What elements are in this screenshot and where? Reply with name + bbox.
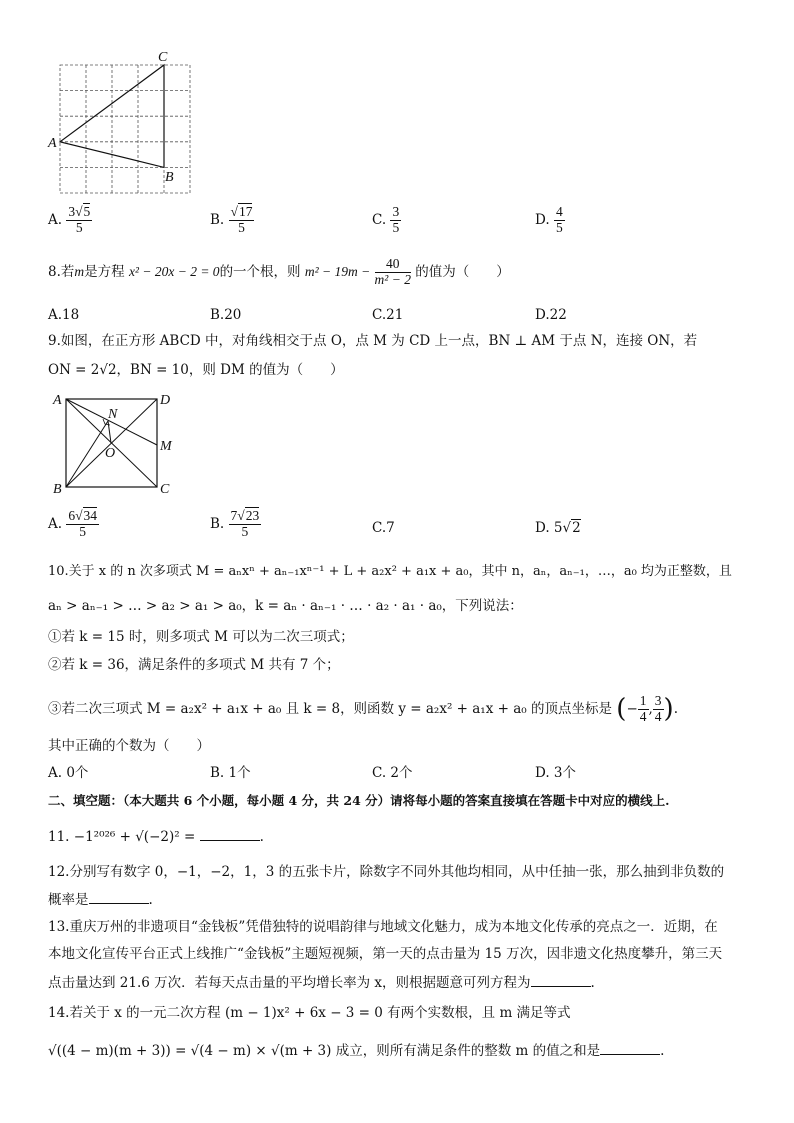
q9-option-a[interactable]: A. $\frac{6√34}{5}$ bbox=[48, 508, 98, 539]
q10-option-b[interactable]: B. 1个 bbox=[210, 765, 251, 781]
answer-blank[interactable] bbox=[531, 974, 591, 987]
q9-option-c[interactable]: C.7 bbox=[372, 520, 395, 536]
label-b: B bbox=[53, 482, 62, 497]
fraction: $\frac{3√5}{5}$ bbox=[68, 204, 91, 235]
q10-statement-1: ①若 k = 15 时，则多项式 M 可以为二次三项式； bbox=[48, 629, 354, 645]
q8-option-c[interactable]: C.21 bbox=[372, 307, 404, 323]
q10-question: 其中正确的个数为（ ） bbox=[48, 738, 210, 754]
q10-statement-2: ②若 k = 36，满足条件的多项式 M 共有 7 个； bbox=[48, 657, 340, 673]
label-c: C bbox=[160, 482, 170, 497]
fraction: $\frac{3}{5}$ bbox=[392, 204, 400, 235]
fraction: $\frac{7√23}{5}$ bbox=[230, 508, 260, 539]
fraction: $\frac{3}{4}$ bbox=[654, 693, 662, 725]
label-d: D bbox=[160, 393, 171, 408]
q9-stem-line2: ON = 2√2，BN = 10，则 DM 的值为（ ） bbox=[48, 362, 344, 378]
q13-stem-line1: 13.重庆万州的非遗项目“金钱板”凭借独特的说唱韵律与地域文化魅力，成为本地文化传承的亮点之一．近期，在 bbox=[48, 919, 718, 935]
triangle-grid-figure bbox=[40, 45, 200, 195]
q8-option-a[interactable]: A.18 bbox=[48, 307, 80, 323]
option-label: C. bbox=[372, 211, 387, 228]
answer-blank[interactable] bbox=[200, 828, 260, 841]
q10-stem-line2: aₙ > aₙ₋₁ > … > a₂ > a₁ > a₀，k = aₙ · aₙ₋₁ · … · a₂ · a₁ · a₀，下列说法： bbox=[48, 598, 523, 614]
q10-option-c[interactable]: C. 2个 bbox=[372, 765, 413, 781]
q8-option-b[interactable]: B.20 bbox=[210, 307, 242, 323]
q14-stem-line1: 14.若关于 x 的一元二次方程 (m − 1)x² + 6x − 3 = 0 有两个实数根，且 m 满足等式 bbox=[48, 1005, 571, 1021]
q7-option-d[interactable] bbox=[535, 205, 565, 236]
label-a: A bbox=[53, 393, 62, 408]
fraction: $\frac{4}{5}$ bbox=[555, 204, 563, 235]
fraction: $\frac{6√34}{5}$ bbox=[68, 508, 98, 539]
q11-stem: 11. −1²⁰²⁶ + √(−2)² = . bbox=[48, 829, 264, 845]
q9-option-b[interactable]: B. $\frac{7√23}{5}$ bbox=[210, 508, 260, 539]
fraction: $\frac{√17}{5}$ bbox=[230, 204, 253, 235]
square-figure bbox=[50, 390, 180, 500]
label-c: C bbox=[158, 50, 168, 65]
q9-stem-line1: 9.如图，在正方形 ABCD 中，对角线相交于点 O，点 M 为 CD 上一点，BN ⊥ AM 于点 N，连接 ON，若 bbox=[48, 333, 698, 349]
label-b: B bbox=[165, 170, 174, 185]
fraction: $\frac{40}{\text{m² − 2}}$ bbox=[374, 256, 411, 287]
q10-option-a[interactable]: A. 0个 bbox=[48, 765, 89, 781]
label-m: M bbox=[160, 439, 172, 454]
q14-stem-line2: √((4 − m)(m + 3)) = √(4 − m) × √(m + 3) 成立，则所有满足条件的整数 m 的值之和是 . bbox=[48, 1043, 665, 1059]
q7-option-a[interactable] bbox=[48, 205, 92, 236]
section-2-title: 二、填空题：（本大题共 6 个小题，每小题 4 分，共 24 分）请将每小题的答案直接填在答题卡中对应的横线上. bbox=[48, 793, 670, 808]
q8-option-d[interactable]: D.22 bbox=[535, 307, 567, 323]
q7-option-c[interactable] bbox=[372, 205, 401, 236]
fraction: $\frac{1}{4}$ bbox=[639, 693, 647, 725]
q10-statement-3: ③若二次三项式 M = a₂x² + a₁x + a₀ 且 k = 8，则函数 y = a₂x² + a₁x + a₀ 的顶点坐标是 (− $\frac{1}{4}$ , $\frac{3}{4}$ ). bbox=[48, 693, 678, 725]
q10-stem-line1: 10.关于 x 的 n 次多项式 M = aₙxⁿ + aₙ₋₁xⁿ⁻¹ + L + a₂x² + a₁x + a₀，其中 n，aₙ，aₙ₋₁，…，a₀ 均为正整数，且 bbox=[48, 564, 732, 579]
option-label: B. bbox=[210, 211, 225, 228]
label-a: A bbox=[48, 136, 57, 151]
q7-option-b[interactable] bbox=[210, 205, 254, 236]
label-o: O bbox=[105, 446, 116, 461]
answer-blank[interactable] bbox=[600, 1042, 660, 1055]
q8-stem: 8.若m是方程 x² − 20x − 2 = 0的一个根，则 m² − 19m − $\frac{40}{\text{m² − 2}}$ 的值为（ ） bbox=[48, 256, 510, 287]
label-n: N bbox=[108, 407, 118, 422]
q10-option-d[interactable]: D. 3个 bbox=[535, 765, 577, 781]
q9-option-d[interactable]: D. 5√2 bbox=[535, 520, 581, 536]
q12-stem-line2: 概率是 . bbox=[48, 892, 153, 908]
q13-stem-line3: 点击量达到 21.6 万次．若每天点击量的平均增长率为 x，则根据题意可列方程为 . bbox=[48, 975, 595, 991]
q12-stem-line1: 12.分别写有数字 0，−1，−2，1，3 的五张卡片，除数字不同外其他均相同，从中任抽一张，那么抽到非负数的 bbox=[48, 864, 725, 880]
answer-blank[interactable] bbox=[89, 891, 149, 904]
option-label: A. bbox=[48, 211, 63, 228]
option-label: D. bbox=[535, 211, 550, 228]
q13-stem-line2: 本地文化宣传平台正式上线推广“金钱板”主题短视频，第一天的点击量为 15 万次，因非遗文化热度攀升，第三天 bbox=[48, 946, 723, 962]
